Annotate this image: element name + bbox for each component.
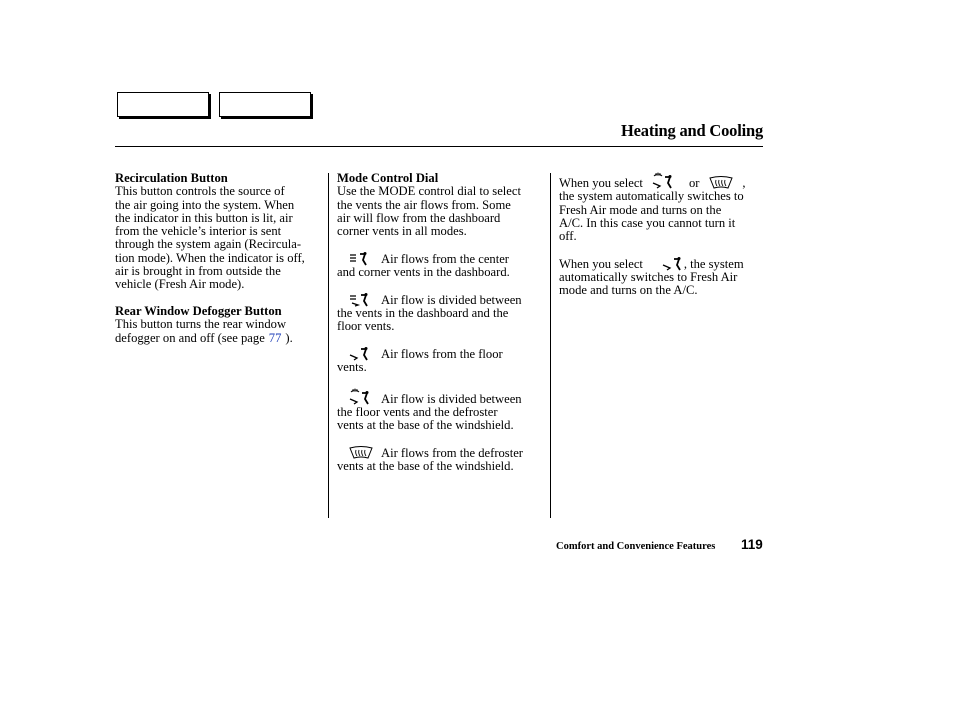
defrost-icon bbox=[709, 176, 733, 190]
text-line: the floor vents and the defroster bbox=[337, 405, 498, 420]
defrost-icon bbox=[349, 446, 373, 460]
text-fragment: , the system bbox=[683, 256, 744, 271]
text-fragment: Air flows from the floor bbox=[381, 346, 503, 361]
mode-control-heading: Mode Control Dial bbox=[337, 171, 439, 185]
text-line: the vents the air flows from. Some bbox=[337, 197, 511, 212]
nav-button-next[interactable] bbox=[219, 92, 311, 117]
text-line bbox=[115, 332, 325, 345]
text-line: through the system again (Recircula- bbox=[115, 237, 302, 252]
text-line: tion mode). When the indicator is off, bbox=[115, 250, 305, 265]
text-line: mode and turns on the A/C. bbox=[559, 283, 698, 298]
text-fragment: When you select bbox=[559, 176, 643, 190]
mode-line bbox=[337, 347, 549, 361]
page-number: 119 bbox=[741, 537, 763, 552]
text-line bbox=[559, 172, 764, 190]
text-line: air is brought in from outside the bbox=[115, 264, 281, 279]
floor-vent-icon bbox=[349, 347, 371, 361]
page-title: Heating and Cooling bbox=[621, 121, 763, 140]
text-line: off. bbox=[559, 229, 577, 244]
text-line: This button controls the source of bbox=[115, 184, 285, 199]
text-line: Use the MODE control dial to select bbox=[337, 184, 521, 199]
text-fragment: When you select bbox=[559, 256, 643, 271]
text-line: A/C. In this case you cannot turn it bbox=[559, 215, 736, 230]
floor-defrost-icon bbox=[652, 172, 676, 190]
text-line: the indicator in this button is lit, air bbox=[115, 210, 293, 225]
text-fragment: Air flow is divided between bbox=[381, 292, 522, 307]
text-line: the system automatically switches to bbox=[559, 189, 744, 204]
text-line: automatically switches to Fresh Air bbox=[559, 270, 738, 285]
page-link[interactable]: 77 bbox=[268, 330, 282, 345]
text-line: This button turns the rear window bbox=[115, 317, 287, 332]
text-fragment: defogger on and off (see page bbox=[115, 330, 265, 345]
mode-line bbox=[337, 252, 549, 266]
text-line: from the vehicle’s interior is sent bbox=[115, 224, 282, 239]
text-line: vents at the base of the windshield. bbox=[337, 418, 514, 433]
text-line: floor vents. bbox=[337, 319, 395, 334]
text-line: corner vents in all modes. bbox=[337, 224, 467, 239]
text-fragment: Air flow is divided between bbox=[381, 391, 522, 406]
header-rule bbox=[115, 146, 763, 147]
text-fragment: or bbox=[688, 176, 700, 190]
text-line: Fresh Air mode and turns on the bbox=[559, 202, 722, 217]
text-fragment: Air flows from the center bbox=[381, 251, 509, 266]
text-fragment: , bbox=[742, 176, 746, 190]
mode-line bbox=[337, 388, 549, 406]
text-line: vents. bbox=[337, 360, 367, 375]
column-recirculation bbox=[115, 172, 325, 345]
mode-line bbox=[337, 293, 549, 307]
text-line bbox=[559, 257, 764, 271]
floor-defrost-icon bbox=[349, 388, 373, 406]
text-line: the air going into the system. When bbox=[115, 197, 295, 212]
text-line: vehicle (Fresh Air mode). bbox=[115, 277, 245, 292]
defogger-heading: Rear Window Defogger Button bbox=[115, 303, 282, 318]
recirculation-heading: Recirculation Button bbox=[115, 171, 228, 185]
text-line: the vents in the dashboard and the bbox=[337, 305, 509, 320]
column-mode-control bbox=[337, 172, 549, 474]
mode-line bbox=[337, 446, 549, 460]
footer-section-title: Comfort and Convenience Features bbox=[556, 541, 716, 552]
column-fresh-air-notes bbox=[559, 172, 764, 298]
text-line: and corner vents in the dashboard. bbox=[337, 265, 510, 280]
face-vent-icon bbox=[349, 252, 371, 266]
column-divider bbox=[550, 173, 551, 518]
text-line: vents at the base of the windshield. bbox=[337, 459, 514, 474]
text-fragment: Air flows from the defroster bbox=[381, 445, 523, 460]
text-fragment: ). bbox=[285, 330, 293, 345]
nav-button-previous[interactable] bbox=[117, 92, 209, 117]
column-divider bbox=[328, 173, 329, 518]
bilevel-vent-icon bbox=[349, 293, 371, 307]
text-line: air will flow from the dashboard bbox=[337, 210, 501, 225]
floor-vent-icon bbox=[662, 257, 684, 271]
